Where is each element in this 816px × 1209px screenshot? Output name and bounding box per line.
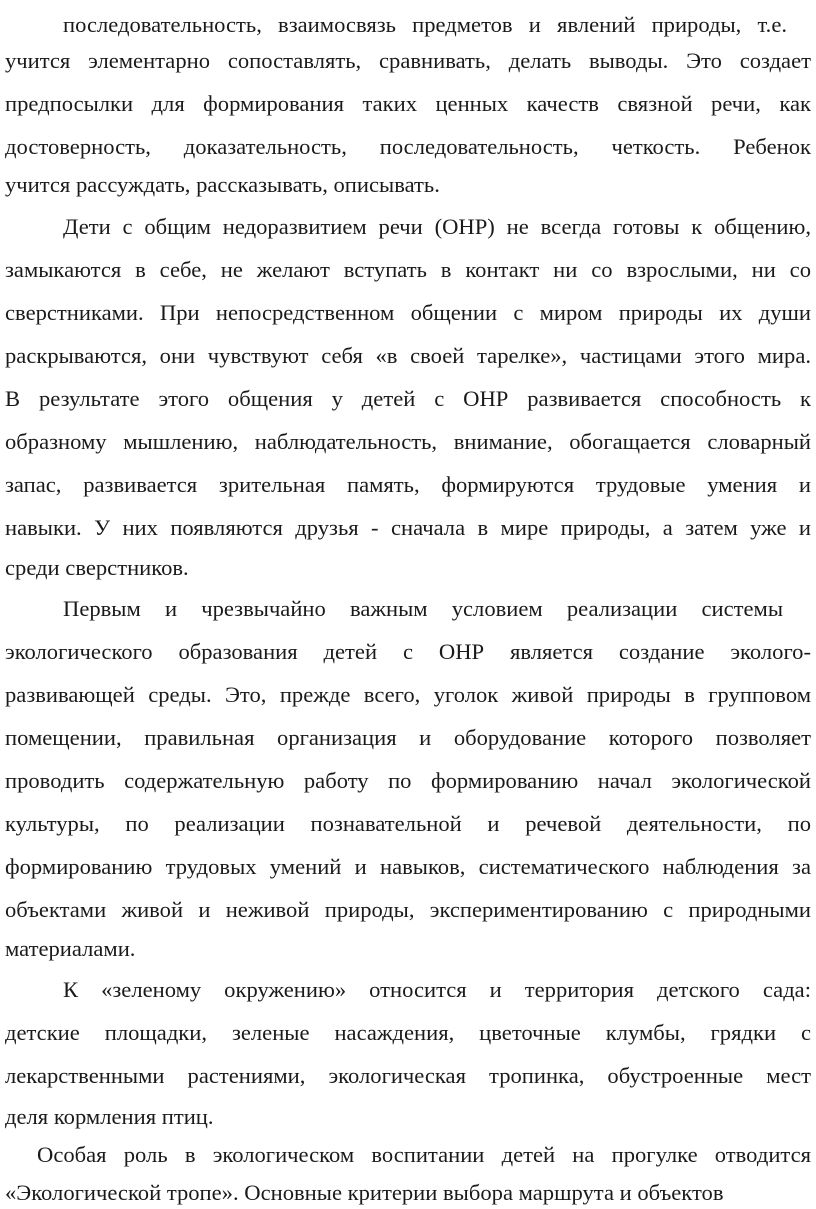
text-line: проводить содержательную работу по формированию начал экологической: [5, 768, 811, 793]
text-line: учится элементарно сопоставлять, сравнивать, делать выводы. Это создает: [5, 48, 811, 73]
text-line: материалами.: [5, 936, 136, 961]
text-line: Дети с общим недоразвитием речи (ОНР) не всегда готовы к общению,: [63, 214, 811, 239]
text-line: замыкаются в себе, не желают вступать в контакт ни со взрослыми, ни со: [5, 257, 811, 282]
text-line: экологического образования детей с ОНР является создание эколого-: [5, 639, 811, 664]
text-line: Особая роль в экологическом воспитании детей на прогулке отводится: [37, 1142, 811, 1167]
text-line: последовательность, взаимосвязь предметов и явлений природы, т.е.: [63, 12, 787, 37]
text-line: объектами живой и неживой природы, экспериментированию с природными: [5, 897, 811, 922]
text-line: Первым и чрезвычайно важным условием реализации системы: [63, 596, 783, 621]
text-line: запас, развивается зрительная память, формируются трудовые умения и: [5, 472, 811, 497]
text-line: достоверность, доказательность, последовательность, четкость. Ребенок: [5, 134, 811, 159]
text-line: образному мышлению, наблюдательность, внимание, обогащается словарный: [5, 429, 811, 454]
text-line: формированию трудовых умений и навыков, систематического наблюдения за: [5, 854, 811, 879]
text-line: среди сверстников.: [5, 555, 189, 580]
text-line: «Экологической тропе». Основные критерии выбора маршрута и объектов: [5, 1180, 724, 1205]
text-line: учится рассуждать, рассказывать, описывать.: [5, 172, 440, 197]
text-line: навыки. У них появляются друзья - сначала в мире природы, а затем уже и: [5, 515, 811, 540]
text-line: лекарственными растениями, экологическая тропинка, обустроенные мест: [5, 1063, 811, 1088]
text-line: В результате этого общения у детей с ОНР развивается способность к: [5, 386, 811, 411]
text-line: помещении, правильная организация и оборудование которого позволяет: [5, 725, 811, 750]
text-line: деля кормления птиц.: [5, 1104, 214, 1129]
text-line: раскрываются, они чувствуют себя «в своей тарелке», частицами этого мира.: [5, 343, 811, 368]
text-line: развивающей среды. Это, прежде всего, уголок живой природы в групповом: [5, 682, 811, 707]
text-line: К «зеленому окружению» относится и территория детского сада:: [63, 977, 811, 1002]
text-line: детские площадки, зеленые насаждения, цветочные клумбы, грядки с: [5, 1020, 811, 1045]
text-line: культуры, по реализации познавательной и речевой деятельности, по: [5, 811, 811, 836]
text-line: сверстниками. При непосредственном общении с миром природы их души: [5, 300, 811, 325]
text-line: предпосылки для формирования таких ценных качеств связной речи, как: [5, 91, 811, 116]
